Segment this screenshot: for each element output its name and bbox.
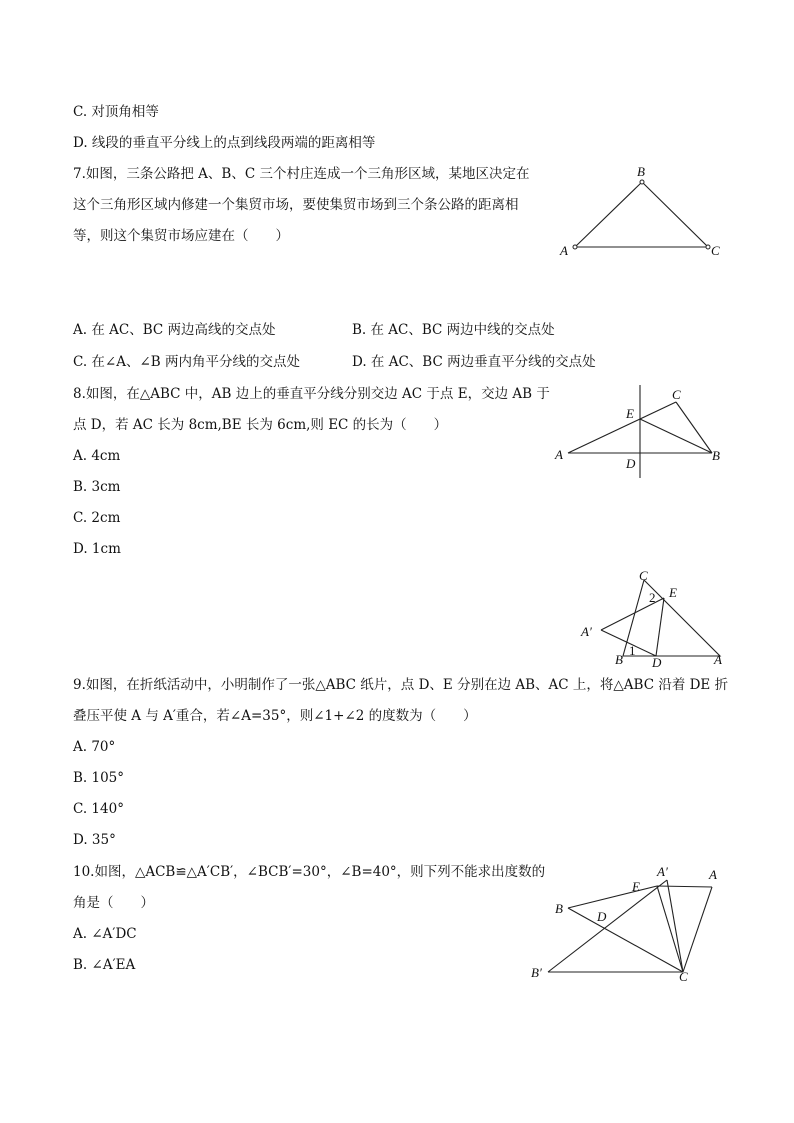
q9-angle-2: 2 xyxy=(649,590,656,605)
q8-option-b: B. 3cm xyxy=(73,479,121,495)
q10-label-e: E xyxy=(632,879,640,894)
q10-label-d: D xyxy=(597,909,607,924)
q9-label-b: B xyxy=(615,652,623,667)
q10-option-b: B. ∠A′EA xyxy=(73,957,136,973)
q7-text-line2: 这个三角形区域内修建一个集贸市场，要使集贸市场到三个条公路的距离相 xyxy=(73,197,519,213)
q7-figure xyxy=(555,160,730,265)
q9-text-line2: 叠压平使 A 与 A′重合，若∠A=35°，则∠1+∠2 的度数为（ ） xyxy=(73,708,477,724)
option-d-prev: D. 线段的垂直平分线上的点到线段两端的距离相等 xyxy=(73,135,376,151)
q10-label-a: A xyxy=(709,867,717,882)
option-c-prev: C. 对顶角相等 xyxy=(73,104,159,120)
q10-label-c: C xyxy=(679,969,688,984)
q7-label-a: A xyxy=(560,243,568,258)
q9-figure xyxy=(578,568,728,673)
q10-label-b: B xyxy=(555,901,563,916)
q8-option-a: A. 4cm xyxy=(73,448,121,464)
q10-label-a1: A′ xyxy=(657,864,668,879)
q10-text-line2: 角是（ ） xyxy=(73,895,154,911)
q8-label-e: E xyxy=(626,406,634,421)
q9-label-c: C xyxy=(639,568,648,583)
q9-option-b: B. 105° xyxy=(73,770,125,786)
q9-option-a: A. 70° xyxy=(73,739,116,755)
q7-text-line3: 等，则这个集贸市场应建在（ ） xyxy=(73,228,289,244)
q8-text-line1: 8.如图，在△ABC 中，AB 边上的垂直平分线分别交边 AC 于点 E，交边 AB 于 xyxy=(73,386,550,402)
q8-text-line2: 点 D，若 AC 长为 8cm,BE 长为 6cm,则 EC 的长为（ ） xyxy=(73,417,448,433)
q9-option-d: D. 35° xyxy=(73,832,116,848)
q7-option-b: B. 在 AC、BC 两边中线的交点处 xyxy=(352,322,555,338)
q8-label-d: D xyxy=(626,456,636,471)
q7-label-b: B xyxy=(637,164,645,179)
q9-label-d: D xyxy=(652,655,662,670)
q10-figure xyxy=(528,860,728,985)
q9-label-a1: A′ xyxy=(581,624,592,639)
q10-option-a: A. ∠A′DC xyxy=(73,926,137,942)
q7-text-line1: 7.如图，三条公路把 A、B、C 三个村庄连成一个三角形区域，某地区决定在 xyxy=(73,166,530,182)
q9-label-e: E xyxy=(669,585,677,600)
q8-label-b: B xyxy=(712,448,720,463)
q7-option-c: C. 在∠A、∠B 两内角平分线的交点处 xyxy=(73,354,301,370)
q8-option-d: D. 1cm xyxy=(73,541,121,557)
q8-label-c: C xyxy=(672,387,681,402)
q7-label-c: C xyxy=(711,243,720,258)
q9-text-line1: 9.如图，在折纸活动中，小明制作了一张△ABC 纸片，点 D、E 分别在边 AB、AC 上，将△ABC 沿着 DE 折 xyxy=(73,677,729,693)
q9-option-c: C. 140° xyxy=(73,801,124,817)
q10-label-b1: B′ xyxy=(531,965,542,980)
q7-option-d: D. 在 AC、BC 两边垂直平分线的交点处 xyxy=(352,354,596,370)
q9-label-a: A xyxy=(714,652,722,667)
q8-option-c: C. 2cm xyxy=(73,510,121,526)
q8-label-a: A xyxy=(555,447,563,462)
q10-text-line1: 10.如图，△ACB≌△A′CB′，∠BCB′=30°，∠B=40°，则下列不能求出度数的 xyxy=(73,864,546,880)
q8-figure xyxy=(550,380,730,480)
q9-angle-1: 1 xyxy=(629,643,636,658)
q7-option-a: A. 在 AC、BC 两边高线的交点处 xyxy=(73,322,276,338)
